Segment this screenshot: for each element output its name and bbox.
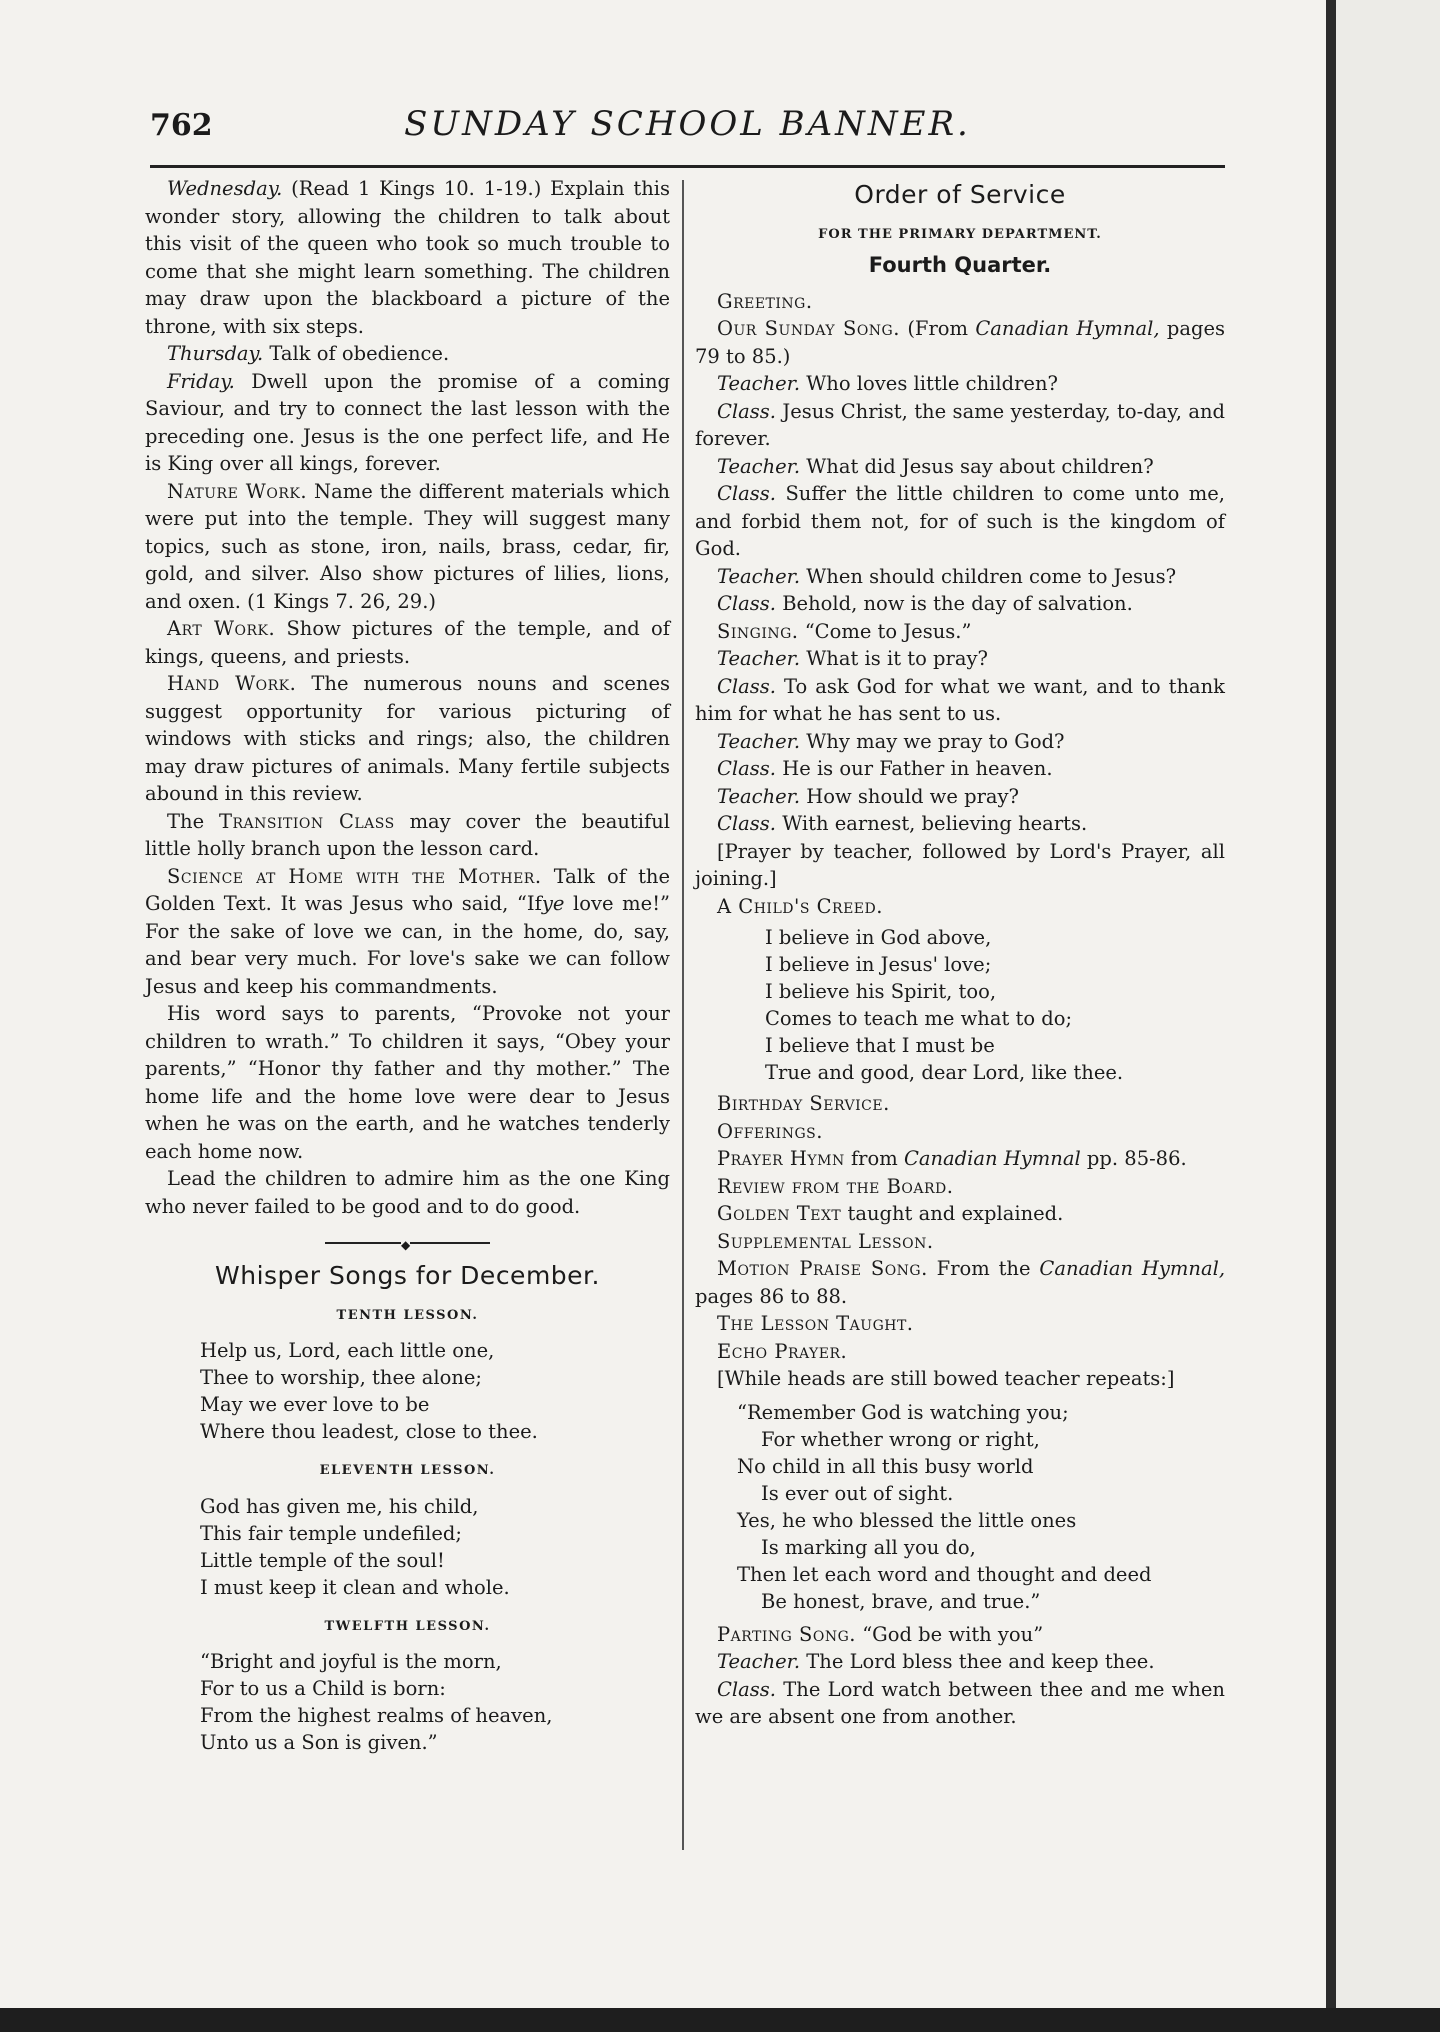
verse-line: Little temple of the soul! — [200, 1548, 445, 1572]
dialogue-teacher: Teacher. Why may we pray to God? — [717, 729, 1065, 753]
verse-line: Comes to teach me what to do; — [765, 1007, 1073, 1030]
dialogue-class: Class. Suffer the little children to come unto me, and forbid them not, for of such is the kingdom of God. — [695, 482, 1225, 560]
dialogue-teacher: Teacher. Who loves little children? — [717, 372, 1058, 395]
paragraph-wednesday: Wednesday. (Read 1 Kings 10. 1-19.) Explain this wonder story, allowing the children to talk about this visit of the queen who took so much trouble to come that she might learn something. The children may draw upon the blackboard a picture of the throne, with six steps. — [145, 177, 671, 338]
paragraph-art-work: Art Work. Show pictures of the temple, and of kings, queens, and priests. — [145, 617, 670, 668]
eleventh-lesson-verse — [200, 1493, 670, 1601]
paragraph-lead-children: Lead the children to admire him as the one King who never failed to be good and to do good. — [145, 1167, 670, 1218]
paragraph-thursday: Thursday. Talk of obedience. — [167, 342, 450, 365]
verse-line: May we ever love to be — [200, 1393, 430, 1416]
item-greeting: Greeting. — [717, 289, 813, 313]
verse-line: Help us, Lord, each little one, — [200, 1339, 495, 1362]
page-number: 762 — [150, 108, 213, 143]
twelfth-lesson-verse — [200, 1648, 670, 1756]
verse-line: God has given me, his child, — [200, 1494, 479, 1518]
twelfth-lesson-heading: TWELFTH LESSON. — [324, 1618, 491, 1634]
verse-line: I believe that I must be — [765, 1034, 995, 1057]
left-column — [145, 175, 670, 1764]
book-spine-edge — [1326, 0, 1336, 2032]
item-golden-text: Golden Text taught and explained. — [717, 1202, 1064, 1225]
dialogue-class: Class. To ask God for what we want, and to thank him for what he has sent to us. — [695, 674, 1225, 725]
verse-line: For whether wrong or right, — [761, 1427, 1040, 1451]
verse-line: True and good, dear Lord, like thee. — [765, 1061, 1124, 1084]
running-title: SUNDAY SCHOOL BANNER. — [404, 104, 971, 144]
verse-line: Where thou leadest, close to thee. — [200, 1420, 538, 1443]
primary-department-subtitle: FOR THE PRIMARY DEPARTMENT. — [818, 226, 1102, 242]
right-column — [695, 175, 1225, 1731]
dialogue-teacher: Teacher. What is it to pray? — [717, 647, 988, 670]
item-motion-praise-song: Motion Praise Song. From the Canadian Hymnal, pages 86 to 88. — [695, 1257, 1226, 1308]
dialogue-teacher: Teacher. When should children come to Jesus? — [717, 564, 1177, 588]
verse-line: Then let each word and thought and deed — [737, 1562, 1152, 1586]
column-divider — [682, 180, 684, 1850]
tenth-lesson-heading: TENTH LESSON. — [336, 1307, 479, 1323]
paragraph-his-word: His word says to parents, “Provoke not your children to wrath.” To children it says, “Obey your parents,” “Honor thy father and thy mother.” The home life and the home love were dear to Jesus when he was on the earth, and he watches tenderly each home now. — [145, 1002, 670, 1163]
dialogue-teacher: Teacher. How should we pray? — [717, 784, 1020, 808]
item-supplemental-lesson: Supplemental Lesson. — [717, 1229, 934, 1253]
paragraph-nature-work: Nature Work. Name the different materials which were put into the temple. They will suggest many topics, such as stone, iron, nails, brass, cedar, fir, gold, and silver. Also show pictures of lilies, lions, and oxen. (1 Kings 7. 26, 29.) — [145, 479, 670, 613]
prayer-note: [Prayer by teacher, followed by Lord's Prayer, all joining.] — [695, 839, 1225, 890]
verse-line: I believe in God above, — [765, 926, 992, 949]
dialogue-class: Class. Behold, now is the day of salvation. — [717, 592, 1133, 615]
item-sunday-song: Our Sunday Song. (From Canadian Hymnal, pages 79 to 85.) — [695, 317, 1226, 368]
creed-verse — [765, 924, 1225, 1086]
facing-page-margin — [1336, 0, 1440, 2032]
echo-note: [While heads are still bowed teacher repeats:] — [717, 1367, 1175, 1390]
verse-line: From the highest realms of heaven, — [200, 1704, 553, 1727]
dialogue-teacher: Teacher. What did Jesus say about children? — [717, 454, 1154, 478]
paragraph-hand-work: Hand Work. The numerous nouns and scenes suggest opportunity for various picturing of windows with sticks and rings; also, the children may draw pictures of animals. Many fertile subjects abound in this review. — [145, 672, 671, 805]
verse-line: Yes, he who blessed the little ones — [737, 1508, 1077, 1532]
item-echo-prayer: Echo Prayer. — [717, 1339, 848, 1363]
fourth-quarter-heading: Fourth Quarter. — [868, 253, 1052, 277]
eleventh-lesson-heading: ELEVENTH LESSON. — [319, 1463, 496, 1478]
paragraph-science-at-home: Science at Home with the Mother. Talk of the Golden Text. It was Jesus who said, “Ifye love me!” For the sake of love we can, in the home, do, say, and bear very much. For love's sake we can follow Jesus and keep his commandments. — [145, 864, 671, 998]
item-childs-creed: A Child's Creed. — [717, 894, 883, 918]
item-birthday-service: Birthday Service. — [717, 1092, 890, 1115]
verse-line: Be honest, brave, and true.” — [761, 1589, 1041, 1613]
verse-line: This fair temple undefiled; — [200, 1521, 462, 1545]
item-prayer-hymn: Prayer Hymn from Canadian Hymnal pp. 85-86. — [717, 1147, 1187, 1170]
verse-line: Is marking all you do, — [761, 1535, 976, 1559]
verse-line: Unto us a Son is given.” — [200, 1731, 438, 1754]
header-rule — [150, 165, 1225, 168]
item-lesson-taught: The Lesson Taught. — [717, 1312, 914, 1335]
verse-line: “Remember God is watching you; — [737, 1400, 1069, 1424]
scan-bottom-edge — [0, 2008, 1440, 2032]
item-review: Review from the Board. — [717, 1174, 954, 1198]
tenth-lesson-verse — [200, 1337, 670, 1445]
verse-line: Thee to worship, thee alone; — [200, 1366, 482, 1389]
verse-line: I believe in Jesus' love; — [765, 953, 992, 976]
paragraph-transition-class: The Transition Class may cover the beautiful little holly branch upon the lesson card. — [145, 809, 671, 860]
paragraph-friday: Friday. Dwell upon the promise of a coming Saviour, and try to connect the last lesson with the preceding one. Jesus is the one perfect life, and He is King over all kings, forever. — [145, 369, 670, 475]
verse-line: I must keep it clean and whole. — [200, 1575, 510, 1599]
page-header — [150, 100, 1225, 150]
order-of-service-title: Order of Service — [854, 180, 1066, 209]
whisper-songs-title: Whisper Songs for December. — [215, 1261, 600, 1290]
verse-line: “Bright and joyful is the morn, — [200, 1650, 502, 1673]
item-singing: Singing. “Come to Jesus.” — [717, 619, 972, 643]
verse-line: I believe his Spirit, too, — [765, 980, 997, 1003]
dialogue-class: Class. Jesus Christ, the same yesterday, to-day, and forever. — [695, 399, 1225, 450]
verse-line: No child in all this busy world — [737, 1454, 1034, 1478]
verse-line: For to us a Child is born: — [200, 1677, 446, 1700]
dialogue-teacher: Teacher. The Lord bless thee and keep thee. — [717, 1650, 1155, 1673]
dialogue-class: Class. He is our Father in heaven. — [717, 757, 1053, 780]
section-ornament — [325, 1242, 490, 1244]
item-parting-song: Parting Song. “God be with you” — [717, 1622, 1044, 1646]
dialogue-class: Class. The Lord watch between thee and me when we are absent one from another. — [695, 1677, 1225, 1728]
verse-line: Is ever out of sight. — [761, 1481, 954, 1505]
echo-prayer-verse — [737, 1399, 1225, 1615]
item-offerings: Offerings. — [717, 1119, 823, 1143]
dialogue-class: Class. With earnest, believing hearts. — [717, 812, 1088, 835]
